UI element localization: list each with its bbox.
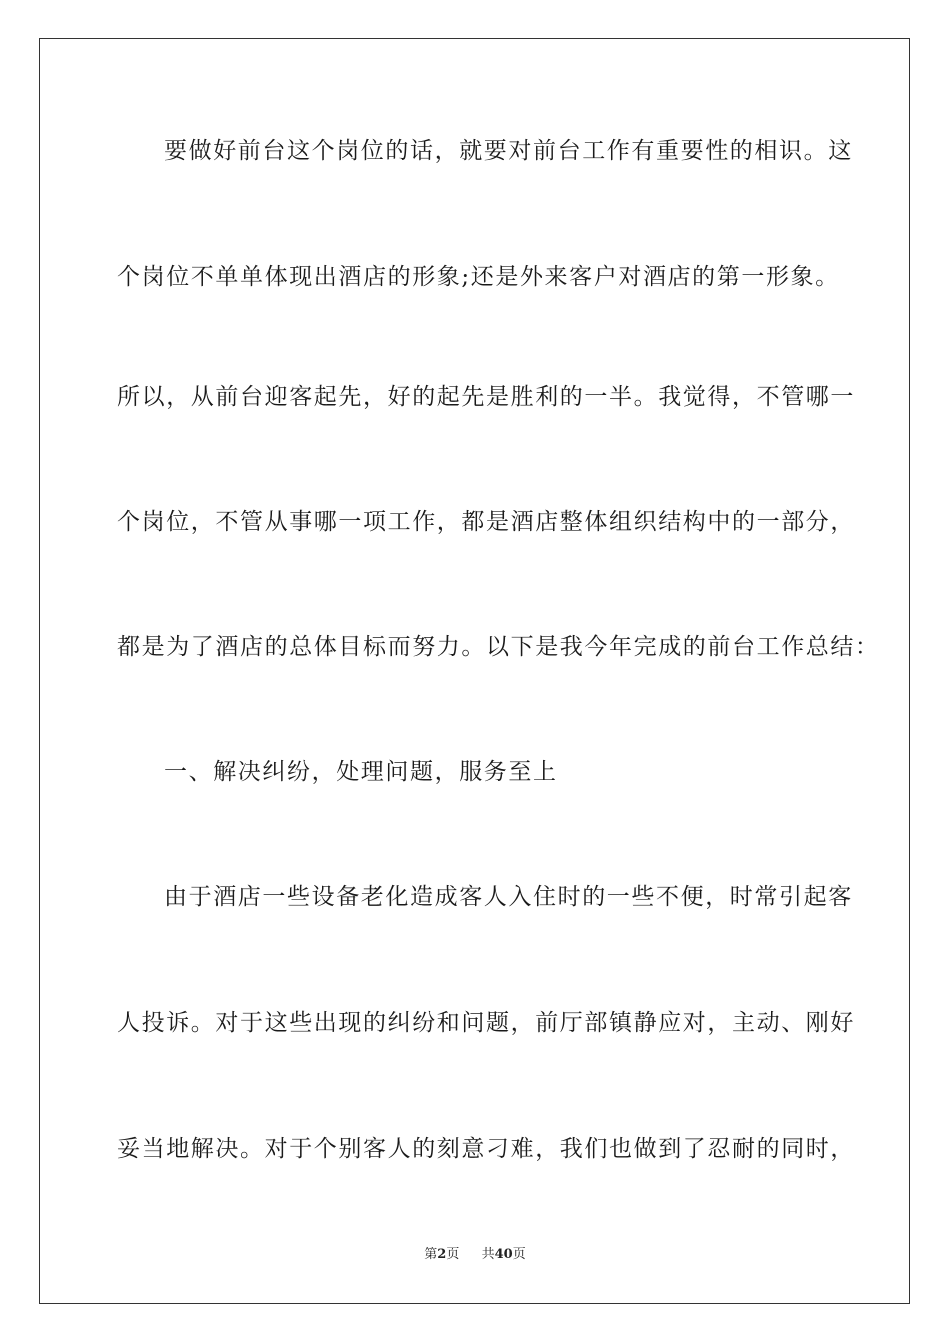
text-line-2: 个岗位不单单体现出酒店的形象;还是外来客户对酒店的第一形象。 [117,264,840,290]
page-frame [39,38,910,1304]
footer-total-pages: 40 [494,1247,513,1262]
text-line-4: 个岗位，不管从事哪一项工作，都是酒店整体组织结构中的一部分， [117,509,855,535]
text-line-7: 由于酒店一些设备老化造成客人入住时的一些不便，时常引起客 [164,884,853,910]
section-heading: 一、解决纠纷，处理问题，服务至上 [164,759,558,785]
footer-total-prefix: 共 [481,1247,495,1262]
text-line-5: 都是为了酒店的总体目标而努力。以下是我今年完成的前台工作总结： [117,634,880,660]
text-line-3: 所以，从前台迎客起先，好的起先是胜利的一半。我觉得，不管哪一 [117,384,855,410]
footer-page-prefix: 第 [424,1247,438,1262]
footer-page-number: 2 [437,1247,447,1262]
footer-page-suffix: 页 [446,1247,460,1262]
page-footer [0,1246,950,1264]
footer-total-suffix: 页 [512,1247,526,1262]
text-line-1: 要做好前台这个岗位的话，就要对前台工作有重要性的相识。这 [164,138,853,164]
text-line-9: 妥当地解决。对于个别客人的刻意刁难，我们也做到了忍耐的同时， [117,1136,855,1162]
text-line-8: 人投诉。对于这些出现的纠纷和问题，前厅部镇静应对，主动、刚好 [117,1010,855,1036]
